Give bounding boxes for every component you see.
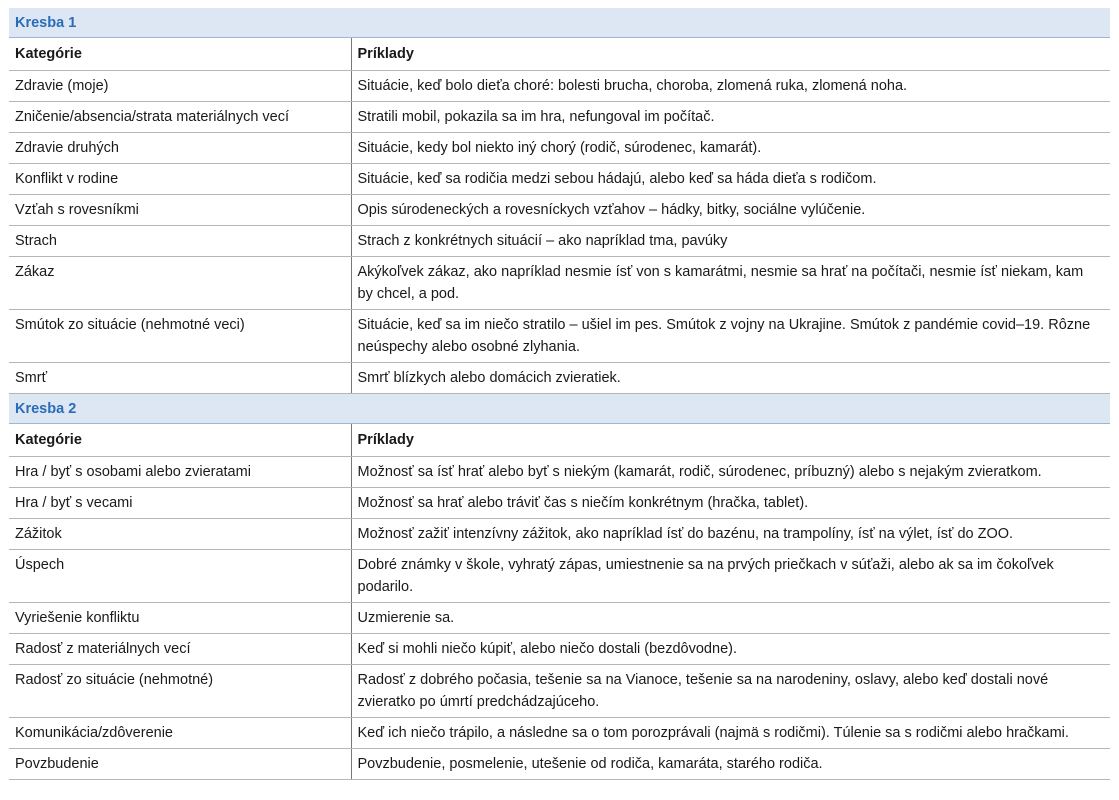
section-header-kresba-1 [9,8,1110,38]
category-cell: Zdravie druhých [9,133,351,164]
section-header-kresba-2 [9,394,1110,424]
table-row [9,195,1110,226]
category-cell: Konflikt v rodine [9,164,351,195]
column-header-examples: Príklady [351,424,1110,457]
categories-table-container [9,8,1110,780]
category-cell: Povzbudenie [9,749,351,780]
example-cell: Situácie, kedy bol niekto iný chorý (rodič, súrodenec, kamarát). [351,133,1110,164]
table-row [9,749,1110,780]
category-cell: Úspech [9,550,351,603]
column-header-category: Kategórie [9,38,351,71]
table-row [9,665,1110,718]
category-cell: Hra / byť s osobami alebo zvieratami [9,457,351,488]
table-row [9,488,1110,519]
category-cell: Smrť [9,363,351,394]
table-row [9,226,1110,257]
table-row [9,550,1110,603]
column-header-category: Kategórie [9,424,351,457]
category-cell: Vzťah s rovesníkmi [9,195,351,226]
category-cell: Zdravie (moje) [9,71,351,102]
table-row [9,133,1110,164]
column-header-examples: Príklady [351,38,1110,71]
table-row [9,164,1110,195]
table-body [9,8,1110,780]
category-cell: Vyriešenie konfliktu [9,603,351,634]
example-cell: Opis súrodeneckých a rovesníckych vzťahov – hádky, bitky, sociálne vylúčenie. [351,195,1110,226]
example-cell: Akýkoľvek zákaz, ako napríklad nesmie ísť von s kamarátmi, nesmie sa hrať na počítači, nesmie ísť niekam, kam by chcel, a pod. [351,257,1110,310]
example-cell: Možnosť sa hrať alebo tráviť čas s niečím konkrétnym (hračka, tablet). [351,488,1110,519]
example-cell: Strach z konkrétnych situácií – ako napríklad tma, pavúky [351,226,1110,257]
example-cell: Keď si mohli niečo kúpiť, alebo niečo dostali (bezdôvodne). [351,634,1110,665]
table-row [9,457,1110,488]
example-cell: Možnosť zažiť intenzívny zážitok, ako napríklad ísť do bazénu, na trampolíny, ísť na výlet, ísť do ZOO. [351,519,1110,550]
category-cell: Strach [9,226,351,257]
table-row [9,603,1110,634]
example-cell: Možnosť sa ísť hrať alebo byť s niekým (kamarát, rodič, súrodenec, príbuzný) alebo s nejakým zvieratkom. [351,457,1110,488]
example-cell: Situácie, keď bolo dieťa choré: bolesti brucha, choroba, zlomená ruka, zlomená noha. [351,71,1110,102]
category-cell: Radosť zo situácie (nehmotné) [9,665,351,718]
example-cell: Smrť blízkych alebo domácich zvieratiek. [351,363,1110,394]
table-row [9,102,1110,133]
category-cell: Komunikácia/zdôverenie [9,718,351,749]
example-cell: Stratili mobil, pokazila sa im hra, nefungoval im počítač. [351,102,1110,133]
example-cell: Povzbudenie, posmelenie, utešenie od rodiča, kamaráta, starého rodiča. [351,749,1110,780]
table-row [9,363,1110,394]
category-cell: Zničenie/absencia/strata materiálnych vecí [9,102,351,133]
table-row [9,310,1110,363]
table-row [9,519,1110,550]
category-cell: Radosť z materiálnych vecí [9,634,351,665]
table-row [9,634,1110,665]
example-cell: Uzmierenie sa. [351,603,1110,634]
table-row [9,71,1110,102]
table-row [9,718,1110,749]
table-row [9,257,1110,310]
section-title: Kresba 2 [9,394,1110,424]
example-cell: Dobré známky v škole, vyhratý zápas, umiestnenie sa na prvých priečkach v súťaži, alebo ak sa im čokoľvek podarilo. [351,550,1110,603]
category-cell: Hra / byť s vecami [9,488,351,519]
example-cell: Keď ich niečo trápilo, a následne sa o tom porozprávali (najmä s rodičmi). Túlenie sa s rodičmi alebo hračkami. [351,718,1110,749]
example-cell: Situácie, keď sa rodičia medzi sebou hádajú, alebo keď sa háda dieťa s rodičom. [351,164,1110,195]
column-header-row [9,424,1110,457]
categories-table [9,8,1110,780]
category-cell: Zákaz [9,257,351,310]
category-cell: Zážitok [9,519,351,550]
column-header-row [9,38,1110,71]
example-cell: Radosť z dobrého počasia, tešenie sa na Vianoce, tešenie sa na narodeniny, oslavy, alebo keď dostali nové zvieratko po úmrtí predchádzajúceho. [351,665,1110,718]
example-cell: Situácie, keď sa im niečo stratilo – ušiel im pes. Smútok z vojny na Ukrajine. Smútok z pandémie covid–19. Rôzne neúspechy alebo osobné zlyhania. [351,310,1110,363]
section-title: Kresba 1 [9,8,1110,38]
category-cell: Smútok zo situácie (nehmotné veci) [9,310,351,363]
